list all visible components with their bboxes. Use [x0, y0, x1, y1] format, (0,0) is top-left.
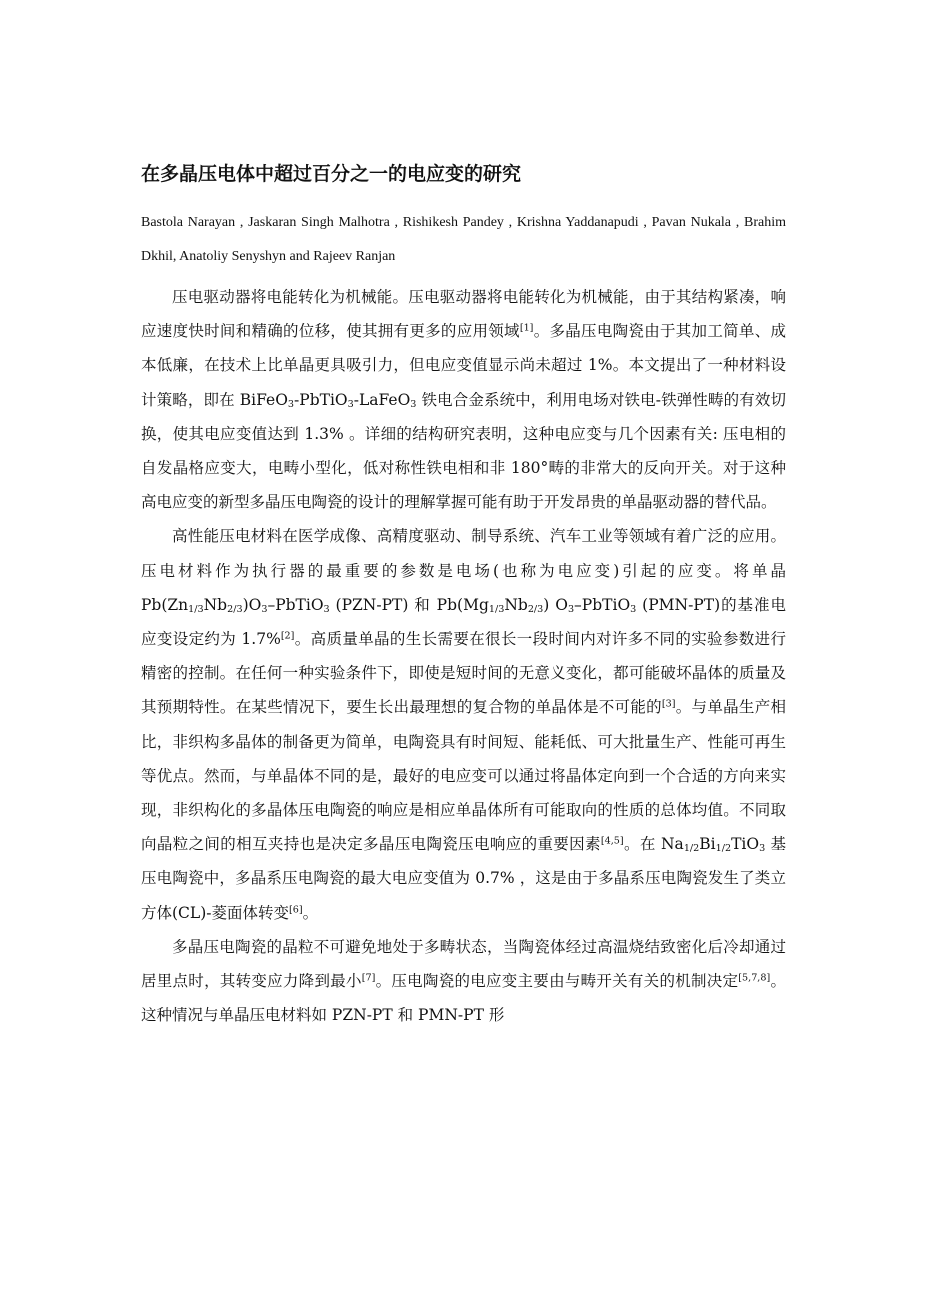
citation: [6]: [289, 904, 303, 916]
citation: [4,5]: [600, 835, 624, 847]
author-list: Bastola Narayan , Jaskaran Singh Malhotra , Rishikesh Pandey , Krishna Yaddanapudi , Pavan Nukala , Brahim Dkhil, Anatoliy Senyshyn and Rajeev Ranjan: [141, 215, 786, 264]
article-body: [141, 160, 786, 1032]
paper-title: 在多晶压电体中超过百分之一的电应变的研究: [141, 163, 522, 185]
intro-paragraph-1: 高性能压电材料在医学成像、高精度驱动、制导系统、汽车工业等领域有着广泛的应用。压电材料作为执行器的最重要的参数是电场(也称为电应变)引起的应变。将单晶 $Pb(Zn_{1/3}Nb_{2/3})O_3-PbTiO_3$ (PZN-PT) 和 $Pb(Mg_{1/3}Nb_{2/3})$ $O_3-PbTiO_3$ (PMN-PT)的基准电应变设定约为 1.7%[2]。高质量单晶的生长需要在很长一段时间内对许多不同的实验参数进行精密的控制。在任何一种实验条件下，即使是短时间的无意义变化，都可能破坏晶体的质量及其预期特性。在某些情况下，要生长出最理想的复合物的单晶体是不可能的[3]。与单晶生产相比，非织构多晶体的制备更为简单，电陶瓷具有时间短、能耗低、可大批量生产、性能可再生等优点。然而，与单晶体不同的是，最好的电应变可以通过将晶体定向到一个合适的方向来实现，非织构化的多晶体压电陶瓷的响应是相应单晶体所有可能取向的性质的总体均值。不同取向晶粒之间的相互夹持也是决定多晶压电陶瓷压电响应的重要因素[4,5]。在 $Na_{1/2}Bi_{1/2}TiO_3$ 基压电陶瓷中，多晶系压电陶瓷的最大电应变值为 0.7% ，这是由于多晶系压电陶瓷发生了类立方体(CL)-菱面体转变[6]。: [141, 527, 786, 922]
citation: [1]: [519, 322, 534, 334]
citation: [5,7,8]: [738, 972, 771, 984]
citation: [3]: [661, 699, 676, 711]
abstract-paragraph: 压电驱动器将电能转化为机械能。压电驱动器将电能转化为机械能，由于其结构紧凑，响应速度快时间和精确的位移，使其拥有更多的应用领域[1]。多晶压电陶瓷由于其加工简单、成本低廉，在技术上比单晶更具吸引力，但电应变值显示尚未超过 1%。本文提出了一种材料设计策略，即在 BiFeO$_3$-PbTiO$_3$-LaFeO$_3$ 铁电合金系统中，利用电场对铁电-铁弹性畴的有效切换，使其电应变值达到 1.3% 。详细的结构研究表明，这种电应变与几个因素有关: 压电相的自发晶格应变大，电畴小型化，低对称性铁电相和非 180°畴的非常大的反向开关。对于这种高电应变的新型多晶压电陶瓷的设计的理解掌握可能有助于开发昂贵的单晶驱动器的替代品。: [141, 288, 786, 512]
intro-paragraph-2: 多晶压电陶瓷的晶粒不可避免地处于多畴状态，当陶瓷体经过高温烧结致密化后冷却通过居里点时，其转变应力降到最小[7]。压电陶瓷的电应变主要由与畴开关有关的机制决定[5,7,8]。这种情况与单晶压电材料如 PZN-PT 和 PMN-PT 形: [141, 937, 786, 1025]
citation: [2]: [280, 630, 295, 642]
citation: [7]: [361, 972, 376, 984]
